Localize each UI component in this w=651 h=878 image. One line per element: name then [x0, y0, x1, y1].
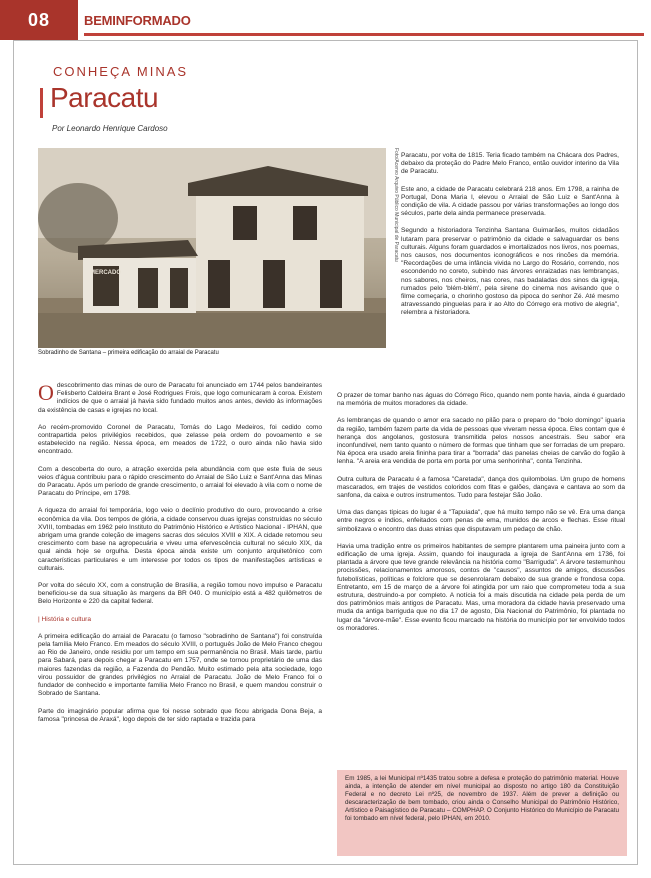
photo-sign: MERCADO [90, 270, 121, 276]
header-bar [0, 0, 651, 40]
paragraph: Por volta do século XX, com a construção de Brasília, a região tomou novo impulso e Paracatu beneficiou-se da sua situação às margens da BR 040. O município está a 482 quilômetros de Belo Horizonte e 220 da capital federal. [38, 582, 322, 606]
magazine-name: BEMINFORMADO [84, 13, 191, 28]
photo-credit: Foto/Acervo Arquivo Público Municipal de Paracatu [393, 148, 399, 262]
paragraph: Ao recém-promovido Coronel de Paracatu, Tomás do Lago Medeiros, foi cedido como contrapartida pelos privilégios recebidos, que zelasse pela ordem do povoamento e se estabelecido na região. Nessa época, em meados de 1722, o ouro ainda não havia sido encontrado. [38, 423, 322, 456]
paragraph: Havia uma tradição entre os primeiros habitantes de sempre plantarem uma paineira junto com a edificação de uma igreja. Assim, quando foi inaugurada a igreja de Sant'Anna em 1736, foi plantada a árvore que teve grande relevância na história como "Barriguda". A árvore testemunhou procissões, relacionamentos amorosos, contos de "causos", assuntos de amigos, discussões futebolísticas, políticas e folclore que se desenrolaram debaixo de sua grande e frondosa copa. Entretanto, em 15 de março de a árvore foi atingida por um raio que comprometeu toda a sua estrutura, destruindo-a por completo. A notícia foi a mais discutida na cidade pela perda de um dos patrimônios mais antigos de Paracatu. Mas, uma moradora da cidade havia preservado uma muda da antiga barriguda que no dia 17 de agosto, Dia Nacional do Patrimônio, foi plantada no lugar da "árvore-mãe". Esse evento ficou marcado na história do município por ter envolvido todos os moradores. [337, 542, 625, 632]
paragraph: Uma das danças típicas do lugar é a "Tapuiada", que há muito tempo não se vê. Era uma dança entre negros e índios, enfeitados com penas de ema, munidos de arcos e flechas. Esse ritual simbolizava o encontro das duas etnias que disputavam um pedaço de chão. [337, 509, 625, 533]
photo-caption: Sobradinho de Santana – primeira edificação do arraial de Paracatu [38, 350, 219, 356]
drop-cap: O [38, 380, 54, 405]
header-rule [84, 33, 644, 36]
title-accent-bar [40, 88, 43, 118]
right-column-bottom [337, 392, 625, 642]
section-kicker: CONHEÇA MINAS [53, 64, 189, 79]
paragraph: Este ano, a cidade de Paracatu celebrará 218 anos. Em 1798, a rainha de Portugal, Dona Maria I, elevou o Arraial de São Luiz e Sant'Anna à condição de vila. A cidade passou por várias transformações ao longo dos séculos, parte dela ainda permanece preservada. [401, 185, 619, 218]
byline: Por Leonardo Henrique Cardoso [52, 124, 168, 133]
paragraph: As lembranças de quando o amor era sacado no pilão para o preparo do "bolo domingo" iguaria da região, também fazem parte da vida de pessoas que viveram nessa época. Eles contam que é herança dos angolanos, gostosura transmitida pelos nossos ancestrais. Seu sabor era inconfundível, nem tanto quanto o número de formas que tinham que ser forradas de um preparo. Na época era usado areia fininha para tirar a "borrada" das panelas cheias de carvão do fogão à lenha. "A areia era vendida de porta em porta por uma senhorinha", conta Tenzinha. [337, 417, 625, 466]
paragraph: Segundo a historiadora Tenzinha Santana Guimarães, muitos cidadãos lutaram para preservar o patrimônio da cidade e salvaguardar os bens culturais. Alguns foram guardados e imortalizados nos livros, nos poemas, nos causos, nos documentos iconográficos e nos rincões da memória. "Recordações de uma infância vivida no Largo do Rosário, correndo, nos escondendo no coreto, subindo nas árvores enraizadas nas lembranças, nos sabores, nos cheiros, nas cores, nas badaladas dos sinos da igreja, rumados pelo 'blém-blém', pela sirene do cinema nos avisando que o filme começaria, o chorinho gostoso da pipoca do senhor Zé. Até mesmo atravessando pinguelas para ir ao Alto do Córrego era motivo de alegria", relembra a historiadora. [401, 227, 619, 317]
paragraph: A riqueza do arraial foi temporária, logo veio o declínio produtivo do ouro, provocando a crise econômica da vila. Dos tempos de glória, a cidade conservou duas igrejas construídas no século XVIII, tombadas em 1962 pelo Instituto do Patrimônio Histórico e Artístico Nacional - IPHAN, que abrigam uma grande coleção de imagens sacras dos séculos XVIII e XIX. A cidade retomou seu crescimento com base na agropecuária e viveu uma efervescência cultural no século XIX, da qual ainda hoje se orgulha. Desta época ainda existe um conjunto arquitetônico com características particulares e um interesse por todos os tipos de manifestações artísticas e culturais. [38, 507, 322, 572]
paragraph: Parte do imaginário popular afirma que foi nesse sobrado que ficou abrigada Dona Beja, a famosa "princesa de Araxá", logo depois de ter sido raptada e trazida para [38, 707, 322, 723]
left-column [38, 382, 322, 733]
subheading: | História e cultura [38, 615, 92, 623]
historic-building-photo [38, 148, 386, 348]
paragraph: Odescobrimento das minas de ouro de Paracatu foi anunciado em 1744 pelos bandeirantes Felisberto Caldeira Brant e José Rodrigues Frois, que logo comunicaram à coroa. Existem indícios de que o arraial já havia sido fundado muitos anos antes, devido às informações da existência de casas e igrejas no local. [38, 380, 322, 414]
paragraph: Outra cultura de Paracatu é a famosa "Caretada", dança dos quilombolas. Um grupo de homens mascarados, em trajes de vestidos coloridos com fitas e galões, dançava e cantava ao som da sanfona, da caixa e outros instrumentos. Tudo para festejar São João. [337, 475, 625, 500]
page-number: 08 [0, 0, 78, 40]
paragraph: A primeira edificação do arraial de Paracatu (o famoso "sobradinho de Santana") foi construída pela família Melo Franco. Em meados do século XVIII, o português João de Melo Franco chegou ao Rio de Janeiro, onde residiu por um tempo em sua permanência no Brasil. Mais tarde, partiu para Sabará, para depois chegar a Paracatu em 1757, onde se tornou proprietário de uma das maiores fazendas da região, a Fazenda do Pendão. Muito estimado pela alta sociedade, logo virou possuidor de grandes privilégios no Arraial de Paracatu. João de Melo Franco foi o fundador de conhecido e importante família Melo Franco no Brasil, e quem mandou construir o Sobrado de Santana. [38, 632, 322, 698]
article-title: Paracatu [50, 82, 159, 113]
photo-illustration [38, 148, 386, 348]
paragraph: O prazer de tomar banho nas águas do Córrego Rico, quando nem ponte havia, ainda é guardado na memória de muitos moradores da cidade. [337, 392, 625, 408]
paragraph: Com a descoberta do ouro, a atração exercida pela abundância com que este fluía de seus veios d'água contribuiu para o rápido crescimento do Arraial de São Luiz e Sant'Anna das Minas do Paracatu. Após um período de grande crescimento, o arraial foi elevado à vila com o nome de Paracatu do Príncipe, em 1798. [38, 465, 322, 498]
sidebar-box: Em 1985, a lei Municipal nº1435 tratou sobre a defesa e proteção do patrimônio material. Houve ainda, a intenção de atender em nível municipal ao disposto no artigo 180 da Constituição Federal e no decreto Lei nº25, de novembro de 1937. Além de prever a definição ou descaracterização de bem tombado, criou ainda o Conselho Municipal do Patrimônio Histórico, Artístico e Paisagístico de Paracatu – COMPHAP. O Conjunto Histórico do Município de Paracatu foi tombado em nível federal, pelo IPHAN, em 2010. [337, 770, 627, 856]
right-column-top [401, 152, 619, 327]
paragraph: Paracatu, por volta de 1815. Teria ficado também na Chácara dos Padres, debaixo da proteção do Padre Melo Franco, então ouvidor interino da Vila de Paracatu. [401, 152, 619, 176]
